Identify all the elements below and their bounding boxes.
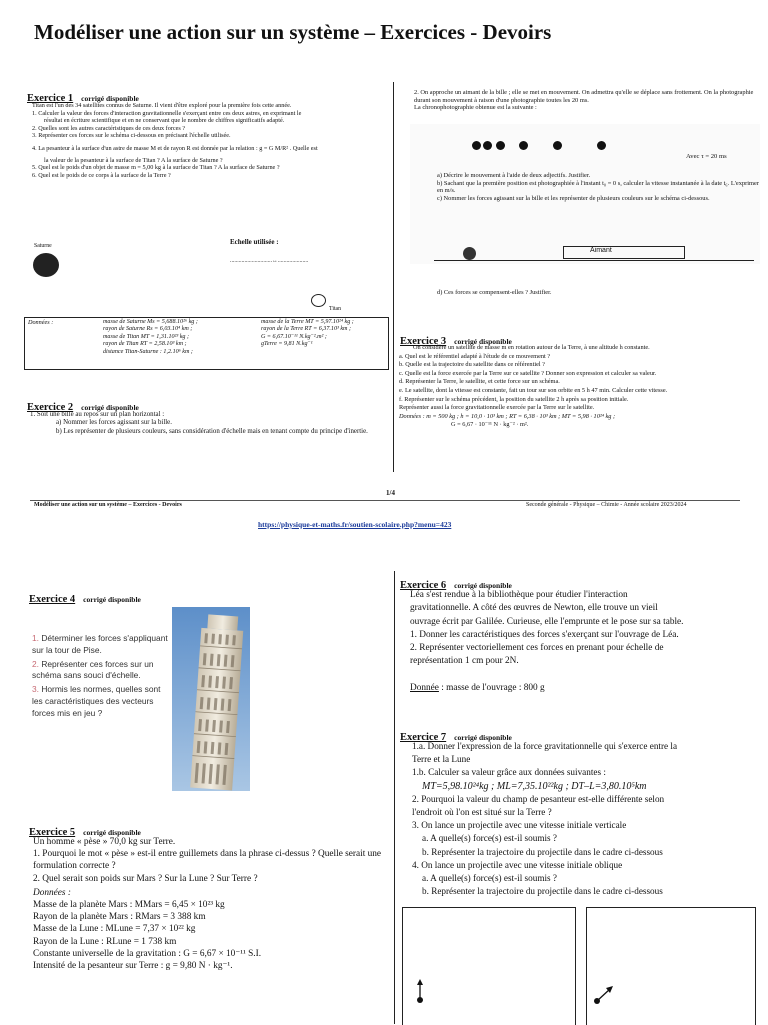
magnet-box: [563, 246, 685, 259]
column-divider: [393, 82, 394, 472]
ex7-line: 3. On lance un projectile avec une vitesse initiale verticale: [412, 820, 627, 831]
ex1-data-right: [258, 319, 357, 349]
exercise-5-text: [33, 836, 393, 972]
ex1-q5: 5. Quel est le poids d'un objet de masse m = 5,00 kg à la surface de Titan ? A la surface de Saturne ?: [32, 164, 280, 172]
ex1-q4: 4. La pesanteur à la surface d'un astre de masse M et de rayon R est donnée par la relation : g = G M/R² . Quelle est: [32, 144, 318, 152]
exercise-1-tag: corrigé disponible: [81, 94, 139, 103]
ex7-formula: MT=5,98.10²⁴kg ; ML=7,35.10²²kg ; DT–L=3,80.10⁵km: [422, 780, 647, 792]
echelle-line: .............................↔.....................: [230, 258, 309, 264]
ex6-line: ouvrage écrit par Galilée. Curieuse, elle l'emprunte et le pose sur sa table.: [410, 616, 684, 627]
exercise-5-tag: corrigé disponible: [83, 828, 141, 837]
exercise-4-list: [32, 633, 168, 720]
vertical-velocity-arrow-icon: [410, 978, 430, 1004]
exercise-2-tag: corrigé disponible: [81, 403, 139, 412]
ex3-data: Données : m = 500 kg ; h = 10,0 · 10³ km ; RT = 6,38 · 10³ km ; MT = 5,98 · 10²⁴ kg ;: [399, 412, 616, 420]
ex3-b: b. Quelle est la trajectoire du satellite dans ce référentiel ?: [399, 361, 545, 369]
position-dot: [472, 141, 481, 150]
ex7-line: 1.a. Donner l'expression de la force gravitationnelle qui s'exerce entre la: [412, 741, 678, 751]
ex5-data-row: Intensité de la pesanteur sur Terre : g = 9,80 N · kg⁻¹.: [33, 961, 233, 972]
ex6-line: 1. Donner les caractéristiques des forces s'exerçant sur l'ouvrage de Léa.: [410, 629, 679, 640]
ex7-line: b. Représenter la trajectoire du projectile dans le cadre ci-dessous: [422, 886, 663, 897]
ex6-data: : masse de l'ouvrage : 800 g: [438, 682, 545, 693]
ex1b-q2: 2. On approche un aimant de la bille ; elle se met en mouvement. On admettra qu'elle se déplace sans frottement. On la photographie durant son mouvement à raison d'une photographie toutes les 20 ms.: [414, 89, 754, 104]
position-dot: [597, 141, 606, 150]
ex1b-c: c) Nommer les forces agissant sur la bille et les représenter de plusieurs couleurs sur le schéma ci-dessous.: [437, 194, 710, 202]
ex2-b: b) Les représenter de plusieurs couleurs, sans considération d'échelle mais en tenant compte du principe d'inertie.: [56, 427, 368, 435]
position-dot: [553, 141, 562, 150]
position-dot: [483, 141, 492, 150]
ex1-intro: Titan est l'un des 34 satellites connus de Saturne. Il vient d'être exploré pour la première fois cette année.: [32, 102, 292, 109]
ex5-data-row: Rayon de la planète Mars : RMars = 3 388 km: [33, 912, 206, 923]
column-divider-2: [394, 571, 395, 1024]
ex2-q1: 1. Soit une bille au repos sur un plan horizontal :: [30, 411, 165, 418]
ex7-line: a. A quelle(s) force(s) est-il soumis ?: [422, 873, 557, 884]
ex5-data-label: Données :: [33, 887, 71, 898]
ex4-item-2: Représenter ces forces sur un schéma sans souci d'échelle.: [32, 658, 154, 681]
footer-left: Modéliser une action sur un système – Exercices - Devoirs: [34, 502, 182, 508]
ex1-data-left: [100, 319, 201, 356]
ex6-data-label: Donnée: [410, 682, 439, 693]
ex1-q4b: la valeur de la pesanteur à la surface de Titan ? A la surface de Saturne ?: [44, 156, 223, 164]
trajectory-frame-vertical: [402, 907, 576, 1025]
ex5-data-row: Constante universelle de la gravitation : G = 6,67 × 10⁻¹¹ S.I.: [33, 948, 262, 959]
ex7-line: 2. Pourquoi la valeur du champ de pesanteur est-elle différente selon: [412, 793, 665, 804]
exercise-7-title: Exercice 7: [400, 732, 447, 743]
magnet-label: Aimant: [590, 247, 612, 254]
exercise-1-text: [32, 102, 372, 179]
data-row: G = 6,67.10⁻¹¹ N.kg⁻².m² ;: [261, 333, 327, 340]
ex7-line: 4. On lance un projectile avec une vitesse initiale oblique: [412, 859, 623, 870]
ex1-part2-text: [414, 89, 764, 112]
ex1-q1b: résultat en écriture scientifique et en ne conservant que le nombre de chiffres significatifs adapté.: [44, 117, 285, 125]
ex5-data-row: Masse de la Lune : MLune = 7,37 × 10²² kg: [33, 924, 196, 935]
ground-line: [434, 260, 754, 261]
exercise-6-title: Exercice 6: [400, 580, 447, 591]
tau-label: Avec τ = 20 ms: [686, 153, 727, 160]
exercise-7-tag: corrigé disponible: [454, 733, 512, 742]
pisa-tower-image: [172, 607, 250, 791]
ex6-line: Léa s'est rendue à la bibliothèque pour étudier l'interaction: [410, 590, 628, 600]
titan-moon-icon: [311, 294, 326, 307]
data-row: masse de Saturne Ms = 5,688.10²⁶ kg ;: [103, 319, 198, 325]
ex3-f: f. Représenter sur le schéma précédent, la position du satellite 2 h après sa position initiale.: [399, 395, 629, 403]
data-row: rayon de Saturne Rs = 6,03.10⁴ km ;: [103, 326, 193, 333]
ex1-q3: 3. Représenter ces forces sur le schéma ci-dessous en précisant l'échelle utilisée.: [32, 132, 231, 140]
ex1b-a: a) Décrire le mouvement à l'aide de deux adjectifs. Justifier.: [437, 172, 591, 179]
exercise-2-title: Exercice 2: [27, 402, 74, 413]
footer-url-link[interactable]: [258, 514, 451, 532]
exercise-6-text: [410, 589, 765, 695]
ex1b-q2c: La chronophotographie obtenue est la suivante :: [414, 104, 537, 112]
echelle-label: Echelle utilisée :: [230, 238, 279, 246]
ex7-line: Terre et la Lune: [412, 754, 471, 765]
ex3-g: Représenter aussi la force gravitationnelle exercée par la Terre sur le satellite.: [399, 404, 595, 412]
titan-label: Titan: [329, 306, 342, 312]
exercise-4-title: Exercice 4: [29, 594, 76, 605]
ex4-num: 3.: [32, 684, 39, 695]
data-row: rayon de Titan RT = 2,58.10³ km ;: [103, 341, 187, 348]
page-number: 1/4: [386, 489, 395, 497]
exercise-2-text: [30, 411, 385, 436]
footer-url[interactable]: https://physique-et-maths.fr/soutien-scolaire.php?menu=423: [258, 520, 452, 529]
ex2-a: a) Nommer les forces agissant sur la bille.: [56, 419, 172, 427]
ball-icon: [463, 247, 476, 260]
data-row: masse de la Terre MT = 5,97.10²⁴ kg ;: [261, 319, 354, 325]
ex1b-b: b) Sachant que la première position est photographiée à l'instant t₀ = 0 s, calculer la vitesse instantanée à la date t₆. L'exprimer en m/s.: [437, 179, 759, 195]
exercise-6-tag: corrigé disponible: [454, 581, 512, 590]
ex1-data-label: Données :: [28, 319, 54, 326]
ex1-q6: 6. Quel est le poids de ce corps à la surface de la Terre ?: [32, 171, 171, 179]
ex1-part2-questions: [437, 172, 759, 202]
ex5-data-row: Masse de la planète Mars : MMars = 6,45 × 10²³ kg: [33, 900, 225, 911]
exercise-3-text: [399, 344, 764, 430]
saturne-label: Saturne: [34, 243, 52, 249]
exercise-7-text: [412, 740, 764, 898]
ex3-e: e. Le satellite, dont la vitesse est constante, fait un tour sur son orbite en 5 h 47 min. Calculer cette vitesse.: [399, 386, 668, 394]
position-dot: [496, 141, 505, 150]
data-row: masse de Titan MT = 1,31.10²³ kg ;: [103, 333, 190, 340]
ex4-item-3: Hormis les normes, quelles sont les caractéristiques des vecteurs forces mis en jeu ?: [32, 684, 161, 718]
trajectory-frame-oblique: [586, 907, 756, 1025]
ex1-q1: 1. Calculer la valeur des forces d'interaction gravitationnelle s'exerçant entre ces deux astres, en exprimant le: [32, 109, 302, 117]
ex5-intro: Un homme « pèse » 70,0 kg sur Terre.: [33, 837, 176, 847]
ex7-line: l'endroit où l'on est situé sur la Terre ?: [412, 807, 552, 818]
exercise-3-tag: corrigé disponible: [454, 337, 512, 346]
ex3-intro: On considère un satellite de masse m en rotation autour de la Terre, à une altitude h constante.: [413, 344, 650, 351]
page-title: Modéliser une action sur un système – Exercices - Devoirs: [34, 20, 552, 44]
ex3-a: a. Quel est le référentiel adapté à l'étude de ce mouvement ?: [399, 352, 551, 360]
ex4-num: 2.: [32, 658, 39, 669]
ex6-line: représentation 1 cm pour 2N.: [410, 656, 519, 667]
ex6-line: 2. Représenter vectoriellement ces forces en prenant pour échelle de: [410, 643, 664, 654]
data-row: distance Titan-Saturne : 1,2.10⁶ km ;: [103, 348, 193, 355]
exercise-4-heading: [29, 589, 141, 607]
position-dot: [519, 141, 528, 150]
ex7-line: 1.b. Calculer sa valeur grâce aux données suivantes :: [412, 767, 606, 778]
ex3-d: d. Représenter la Terre, le satellite, et cette force sur un schéma.: [399, 378, 560, 386]
ex4-num: 1.: [32, 633, 39, 643]
data-row: gTerre = 9,81 N.kg⁻¹: [261, 341, 313, 348]
ex3-c: c. Quelle est la force exercée par la Terre sur ce satellite ? Donner son expression et calculer sa valeur.: [399, 369, 657, 377]
ex1-q2: 2. Quelles sont les autres caractéristiques de ces deux forces ?: [32, 124, 186, 132]
ex1b-d: d) Ces forces se compensent-elles ? Justifier.: [437, 289, 552, 296]
ex6-line: gravitationnelle. A côté des œuvres de Newton, elle trouve un vieil: [410, 603, 658, 614]
ex5-data-row: Rayon de la Lune : RLune = 1 738 km: [33, 936, 177, 947]
oblique-velocity-arrow-icon: [592, 984, 616, 1006]
footer-rule: [30, 500, 740, 501]
ex7-line: b. Représenter la trajectoire du projectile dans le cadre ci-dessous: [422, 846, 663, 857]
footer-right: Seconde générale - Physique – Chimie - Année scolaire 2023/2024: [526, 502, 687, 508]
exercise-1-title: Exercice 1: [27, 93, 74, 104]
exercise-3-title: Exercice 3: [400, 336, 447, 347]
ex5-q2: 2. Quel serait son poids sur Mars ? Sur la Lune ? Sur Terre ?: [33, 873, 258, 884]
ex5-q1: 1. Pourquoi le mot « pèse » est-il entre guillemets dans la phrase ci-dessus ? Quelle serait une formulation correcte ?: [33, 849, 382, 872]
data-row: rayon de la Terre RT = 6,37.10³ km ;: [261, 326, 352, 333]
saturne-planet-icon: [33, 253, 59, 277]
ex3-data2: G = 6,67 · 10⁻¹¹ N · kg⁻² · m².: [451, 421, 529, 429]
exercise-4-tag: corrigé disponible: [83, 595, 141, 604]
exercise-5-title: Exercice 5: [29, 827, 76, 838]
ex7-line: a. A quelle(s) force(s) est-il soumis ?: [422, 833, 557, 844]
ex4-item-1: Déterminer les forces s'appliquant sur la tour de Pise.: [32, 633, 168, 655]
